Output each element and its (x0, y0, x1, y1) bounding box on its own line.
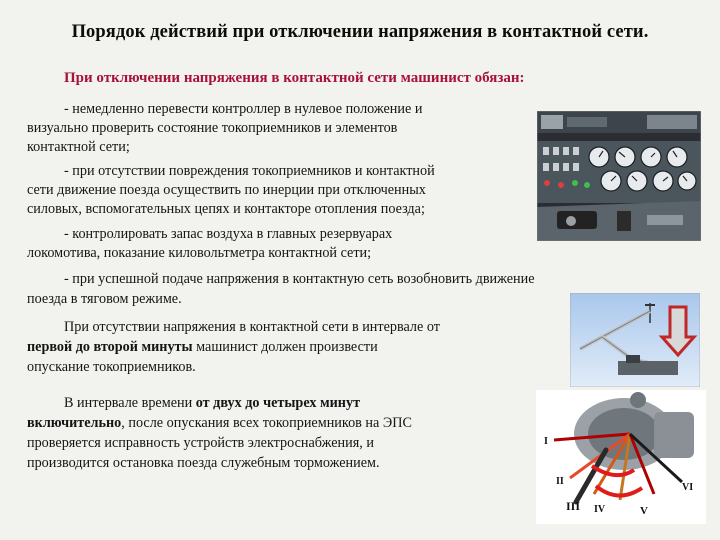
duty-2-line-1: - при отсутствии повреждения токоприемников и контактной (64, 163, 435, 179)
para-2-line-1 (64, 394, 360, 413)
control-panel-image (537, 111, 701, 241)
para-1-bold: первой до второй минуты (27, 339, 193, 355)
position-label-2: II (556, 476, 564, 487)
position-label-6: VI (682, 482, 694, 493)
para-1-line-3: опускание токоприемников. (27, 359, 196, 375)
position-label-5: V (640, 505, 648, 517)
duties-heading: При отключении напряжения в контактной сети машинист обязан: (64, 70, 525, 86)
duty-1-line-1: - немедленно перевести контроллер в нулевое положение и (64, 101, 423, 117)
para-2-line-2-rest: , после опускания всех токоприемников на ЭПС (121, 415, 412, 431)
duty-3-line-2: локомотива, показание киловольтметра контактной сети; (27, 245, 372, 261)
para-2-bold-2: включительно (27, 415, 122, 431)
controller-positions-image (536, 390, 706, 524)
duty-2-line-2: сети движение поезда осуществить по инерции при отключенных (27, 182, 426, 198)
para-2-line-3: проверяется исправность устройств электроснабжения, и (27, 435, 374, 451)
duty-4-line-2: поезда в тяговом режиме. (27, 291, 182, 307)
pantograph-image (570, 293, 700, 387)
position-label-1: I (544, 436, 548, 447)
duty-1-line-3: контактной сети; (27, 139, 130, 155)
para-1-line-2-rest: машинист должен произвести (192, 339, 378, 355)
duty-2-line-3: силовых, вспомогательных цепях и контакторе отопления поезда; (27, 201, 425, 217)
para-1-line-1: При отсутствии напряжения в контактной сети в интервале от (64, 319, 440, 335)
position-label-3: III (566, 499, 581, 513)
para-2-line-2 (27, 414, 412, 433)
para-2-line-1-start: В интервале времени (64, 395, 196, 411)
para-2-bold-1: от двух до четырех минут (195, 395, 361, 411)
para-2-line-4: производится остановка поезда служебным торможением. (27, 455, 380, 471)
position-label-4: IV (594, 504, 606, 515)
duty-3-line-1: - контролировать запас воздуха в главных резервуарах (64, 226, 393, 242)
page-title: Порядок действий при отключении напряжения в контактной сети. (71, 22, 649, 42)
duty-1-line-2: визуально проверить состояние токоприемников и элементов (27, 120, 398, 136)
para-1-line-2 (27, 338, 378, 357)
duty-4-line-1: - при успешной подаче напряжения в контактную сеть возобновить движение (64, 271, 535, 287)
